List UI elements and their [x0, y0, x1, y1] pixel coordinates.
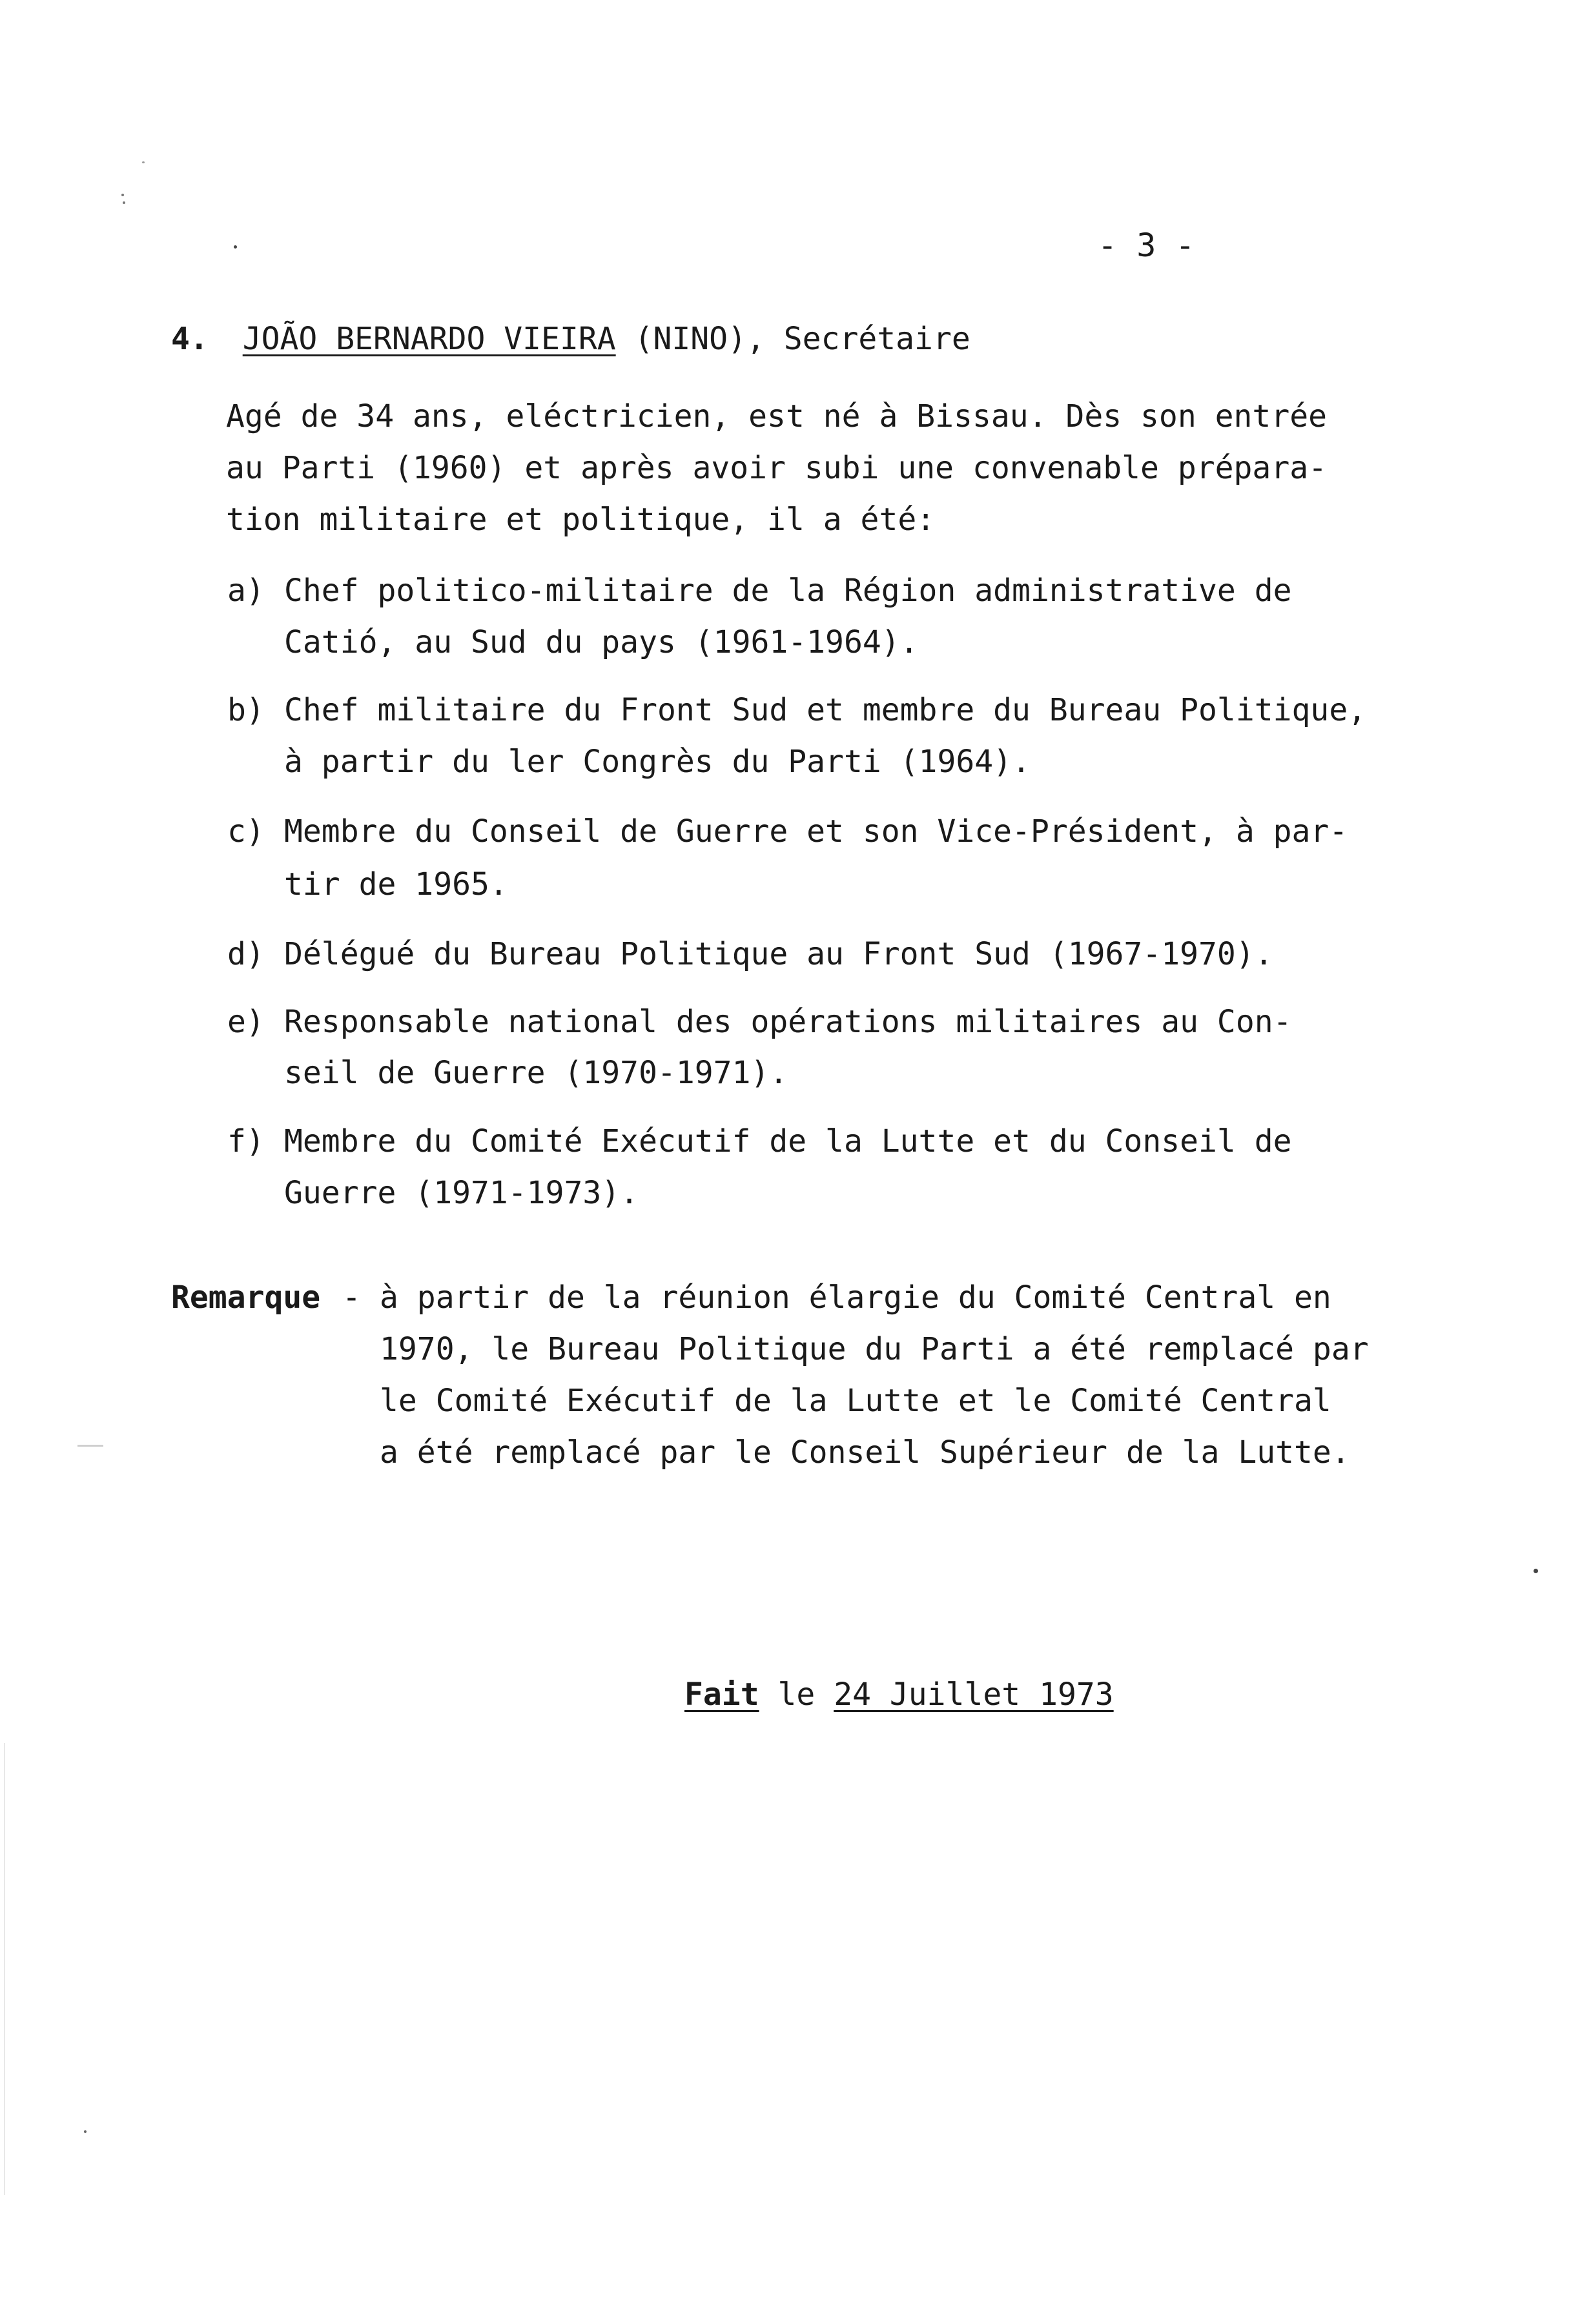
page-number: - 3 - [1098, 227, 1195, 264]
item-e-line-2: seil de Guerre (1970-1971). [284, 1055, 788, 1091]
item-c-line-2: tir de 1965. [284, 866, 508, 902]
remark-dash: - [342, 1279, 361, 1316]
item-d-label: d) [227, 936, 265, 972]
intro-line-3: tion militaire et politique, il a été: [226, 502, 936, 538]
item-f-line-2: Guerre (1971-1973). [284, 1175, 639, 1211]
item-b-label: b) [227, 692, 265, 728]
item-c-label: c) [227, 813, 265, 850]
item-a-line-2: Catió, au Sud du pays (1961-1964). [284, 624, 919, 660]
remark-line-1: à partir de la réunion élargie du Comité Central en [380, 1279, 1331, 1316]
remark-line-3: le Comité Exécutif de la Lutte et le Comité Central [380, 1383, 1331, 1419]
scan-speck [84, 2130, 87, 2133]
remark-label: Remarque [171, 1279, 321, 1316]
scan-mark [77, 1445, 103, 1447]
person-name: JOÃO BERNARDO VIEIRA [242, 321, 616, 357]
item-d-line-1: Délégué du Bureau Politique au Front Sud (1967-1970). [284, 936, 1273, 972]
item-b-line-2: à partir du ler Congrès du Parti (1964). [284, 744, 1031, 780]
scan-speck [1534, 1569, 1538, 1573]
item-e-label: e) [227, 1004, 265, 1040]
remark-line-2: 1970, le Bureau Politique du Parti a été remplacé par [380, 1331, 1369, 1367]
scan-speck [121, 194, 124, 196]
signature-date-line [684, 1675, 1114, 1714]
intro-line-1: Agé de 34 ans, eléctricien, est né à Bissau. Dès son entrée [226, 398, 1328, 434]
item-a-line-1: Chef politico-militaire de la Région administrative de [284, 573, 1292, 609]
intro-line-2: au Parti (1960) et après avoir subi une convenable prépara- [226, 450, 1328, 486]
item-f-line-1: Membre du Comité Exécutif de la Lutte et du Conseil de [284, 1123, 1292, 1159]
item-c-line-1: Membre du Conseil de Guerre et son Vice-Président, à par- [284, 813, 1348, 850]
remark-line-4: a été remplacé par le Conseil Supérieur de la Lutte. [380, 1434, 1350, 1471]
scan-edge-shadow [4, 1743, 5, 2195]
person-role: Secrétaire [783, 321, 970, 357]
scan-speck [142, 161, 145, 163]
fait-word: Fait [684, 1677, 759, 1713]
item-f-label: f) [227, 1123, 265, 1159]
item-b-line-1: Chef militaire du Front Sud et membre du Bureau Politique, [284, 692, 1367, 728]
date-text: 24 Juillet 1973 [834, 1677, 1114, 1713]
section-heading [171, 320, 970, 358]
scan-speck [234, 245, 237, 249]
section-number: 4. [171, 321, 209, 357]
person-nickname: (NINO), [615, 321, 784, 357]
item-a-label: a) [227, 573, 265, 609]
le-word: le [759, 1677, 834, 1713]
scan-speck [123, 201, 125, 204]
item-e-line-1: Responsable national des opérations militaires au Con- [284, 1004, 1292, 1040]
